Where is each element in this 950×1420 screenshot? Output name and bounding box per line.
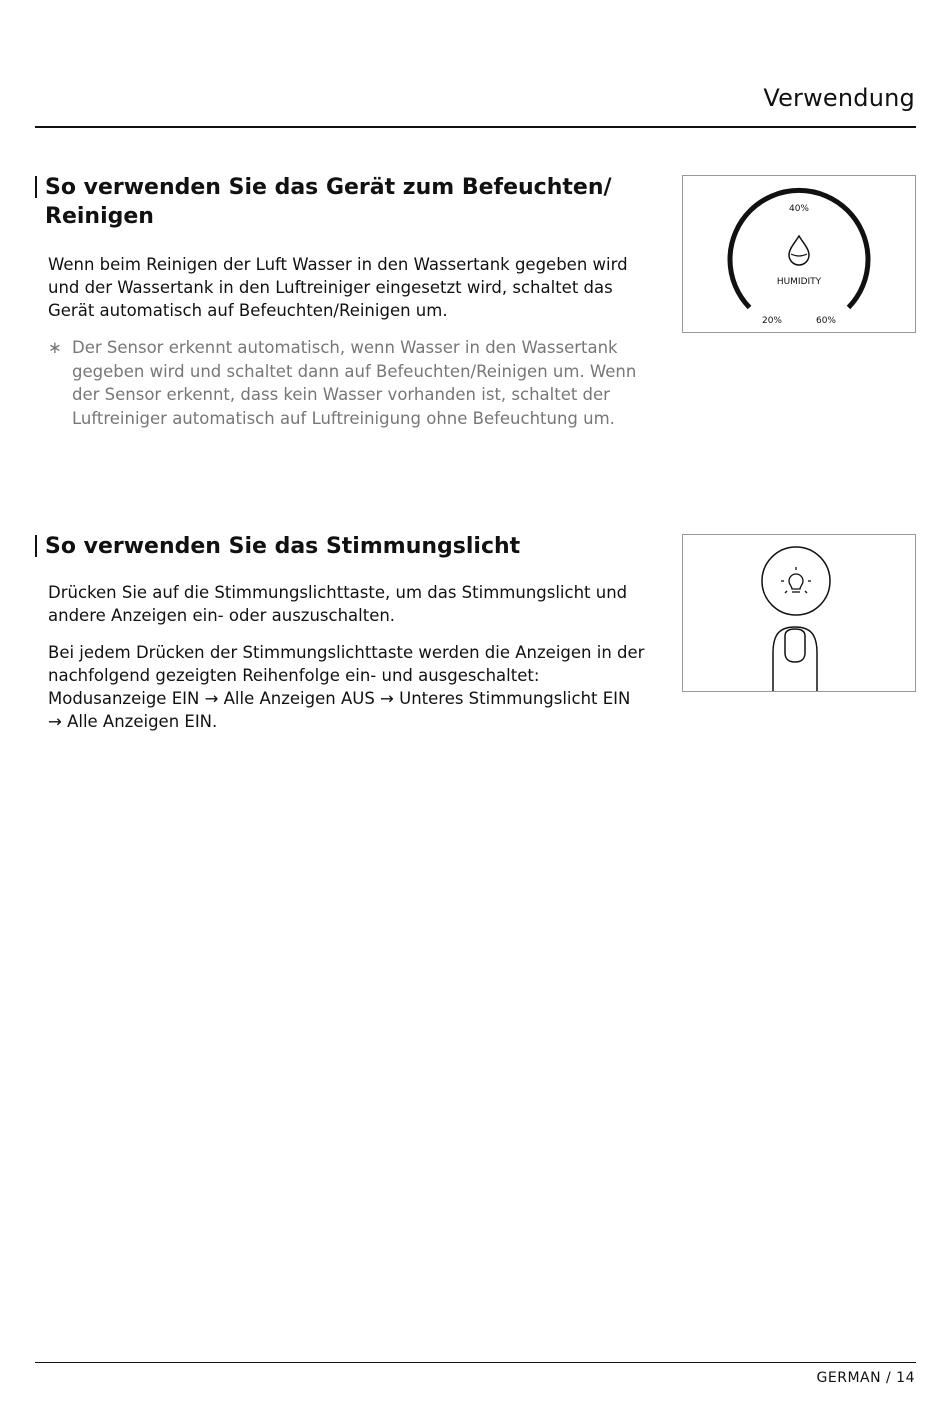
page-header-title: Verwendung <box>763 84 915 112</box>
header-divider <box>35 126 916 128</box>
finger-press-icon <box>773 627 817 691</box>
water-drop-icon <box>789 236 809 265</box>
humidity-dial-graphic <box>683 176 915 332</box>
lightbulb-icon <box>781 567 811 593</box>
humidity-label-top: 40% <box>788 204 810 214</box>
section-heading-moodlight: So verwenden Sie das Stimmungslicht <box>35 532 645 561</box>
moodlight-paragraph-1: Drücken Sie auf die Stimmungslichttaste, um das Stimmungslicht und andere Anzeigen ein- oder auszuschalten. <box>48 583 628 625</box>
moodlight-paragraph-2: Bei jedem Drücken der Stimmungslichttaste werden die Anzeigen in der nachfolgend gezeigten Reihenfolge ein- und ausgeschaltet: Modusanzeige EIN → Alle Anzeigen AUS → Unteres Stimmungslicht EIN → Alle Anzeigen EIN. <box>48 643 645 731</box>
humidify-note <box>48 336 648 430</box>
humidify-note-text: Der Sensor erkennt automatisch, wenn Wasser in den Wassertank gegeben wird und schaltet dann auf Befeuchten/Reinigen um. Wenn der Sensor erkennt, dass kein Wasser vorhanden ist, schaltet der Luftreiniger automatisch auf Luftreinigung ohne Befeuchtung um. <box>72 338 637 428</box>
moodlight-button-circle <box>762 547 830 615</box>
humidity-dial-figure <box>682 175 916 333</box>
moodlight-button-figure <box>682 534 916 692</box>
humidify-paragraph: Wenn beim Reinigen der Luft Wasser in den Wassertank gegeben wird und der Wassertank in den Luftreiniger eingesetzt wird, schaltet das Gerät automatisch auf Befeuchten/Reinigen um. <box>48 255 628 320</box>
humidity-label-left: 20% <box>761 316 783 326</box>
section-heading-humidify-line2: Reinigen <box>45 204 154 229</box>
footer-page-label: GERMAN / 14 <box>816 1370 915 1386</box>
humidity-label-right: 60% <box>815 316 837 326</box>
footer-divider <box>35 1362 916 1363</box>
section-heading-humidify-line1: So verwenden Sie das Gerät zum Befeuchten/ <box>45 175 612 200</box>
note-star-icon: ∗ <box>48 338 62 357</box>
section-heading-humidify <box>35 173 645 231</box>
moodlight-button-graphic <box>683 535 915 691</box>
humidity-label-center: HUMIDITY <box>776 277 822 287</box>
